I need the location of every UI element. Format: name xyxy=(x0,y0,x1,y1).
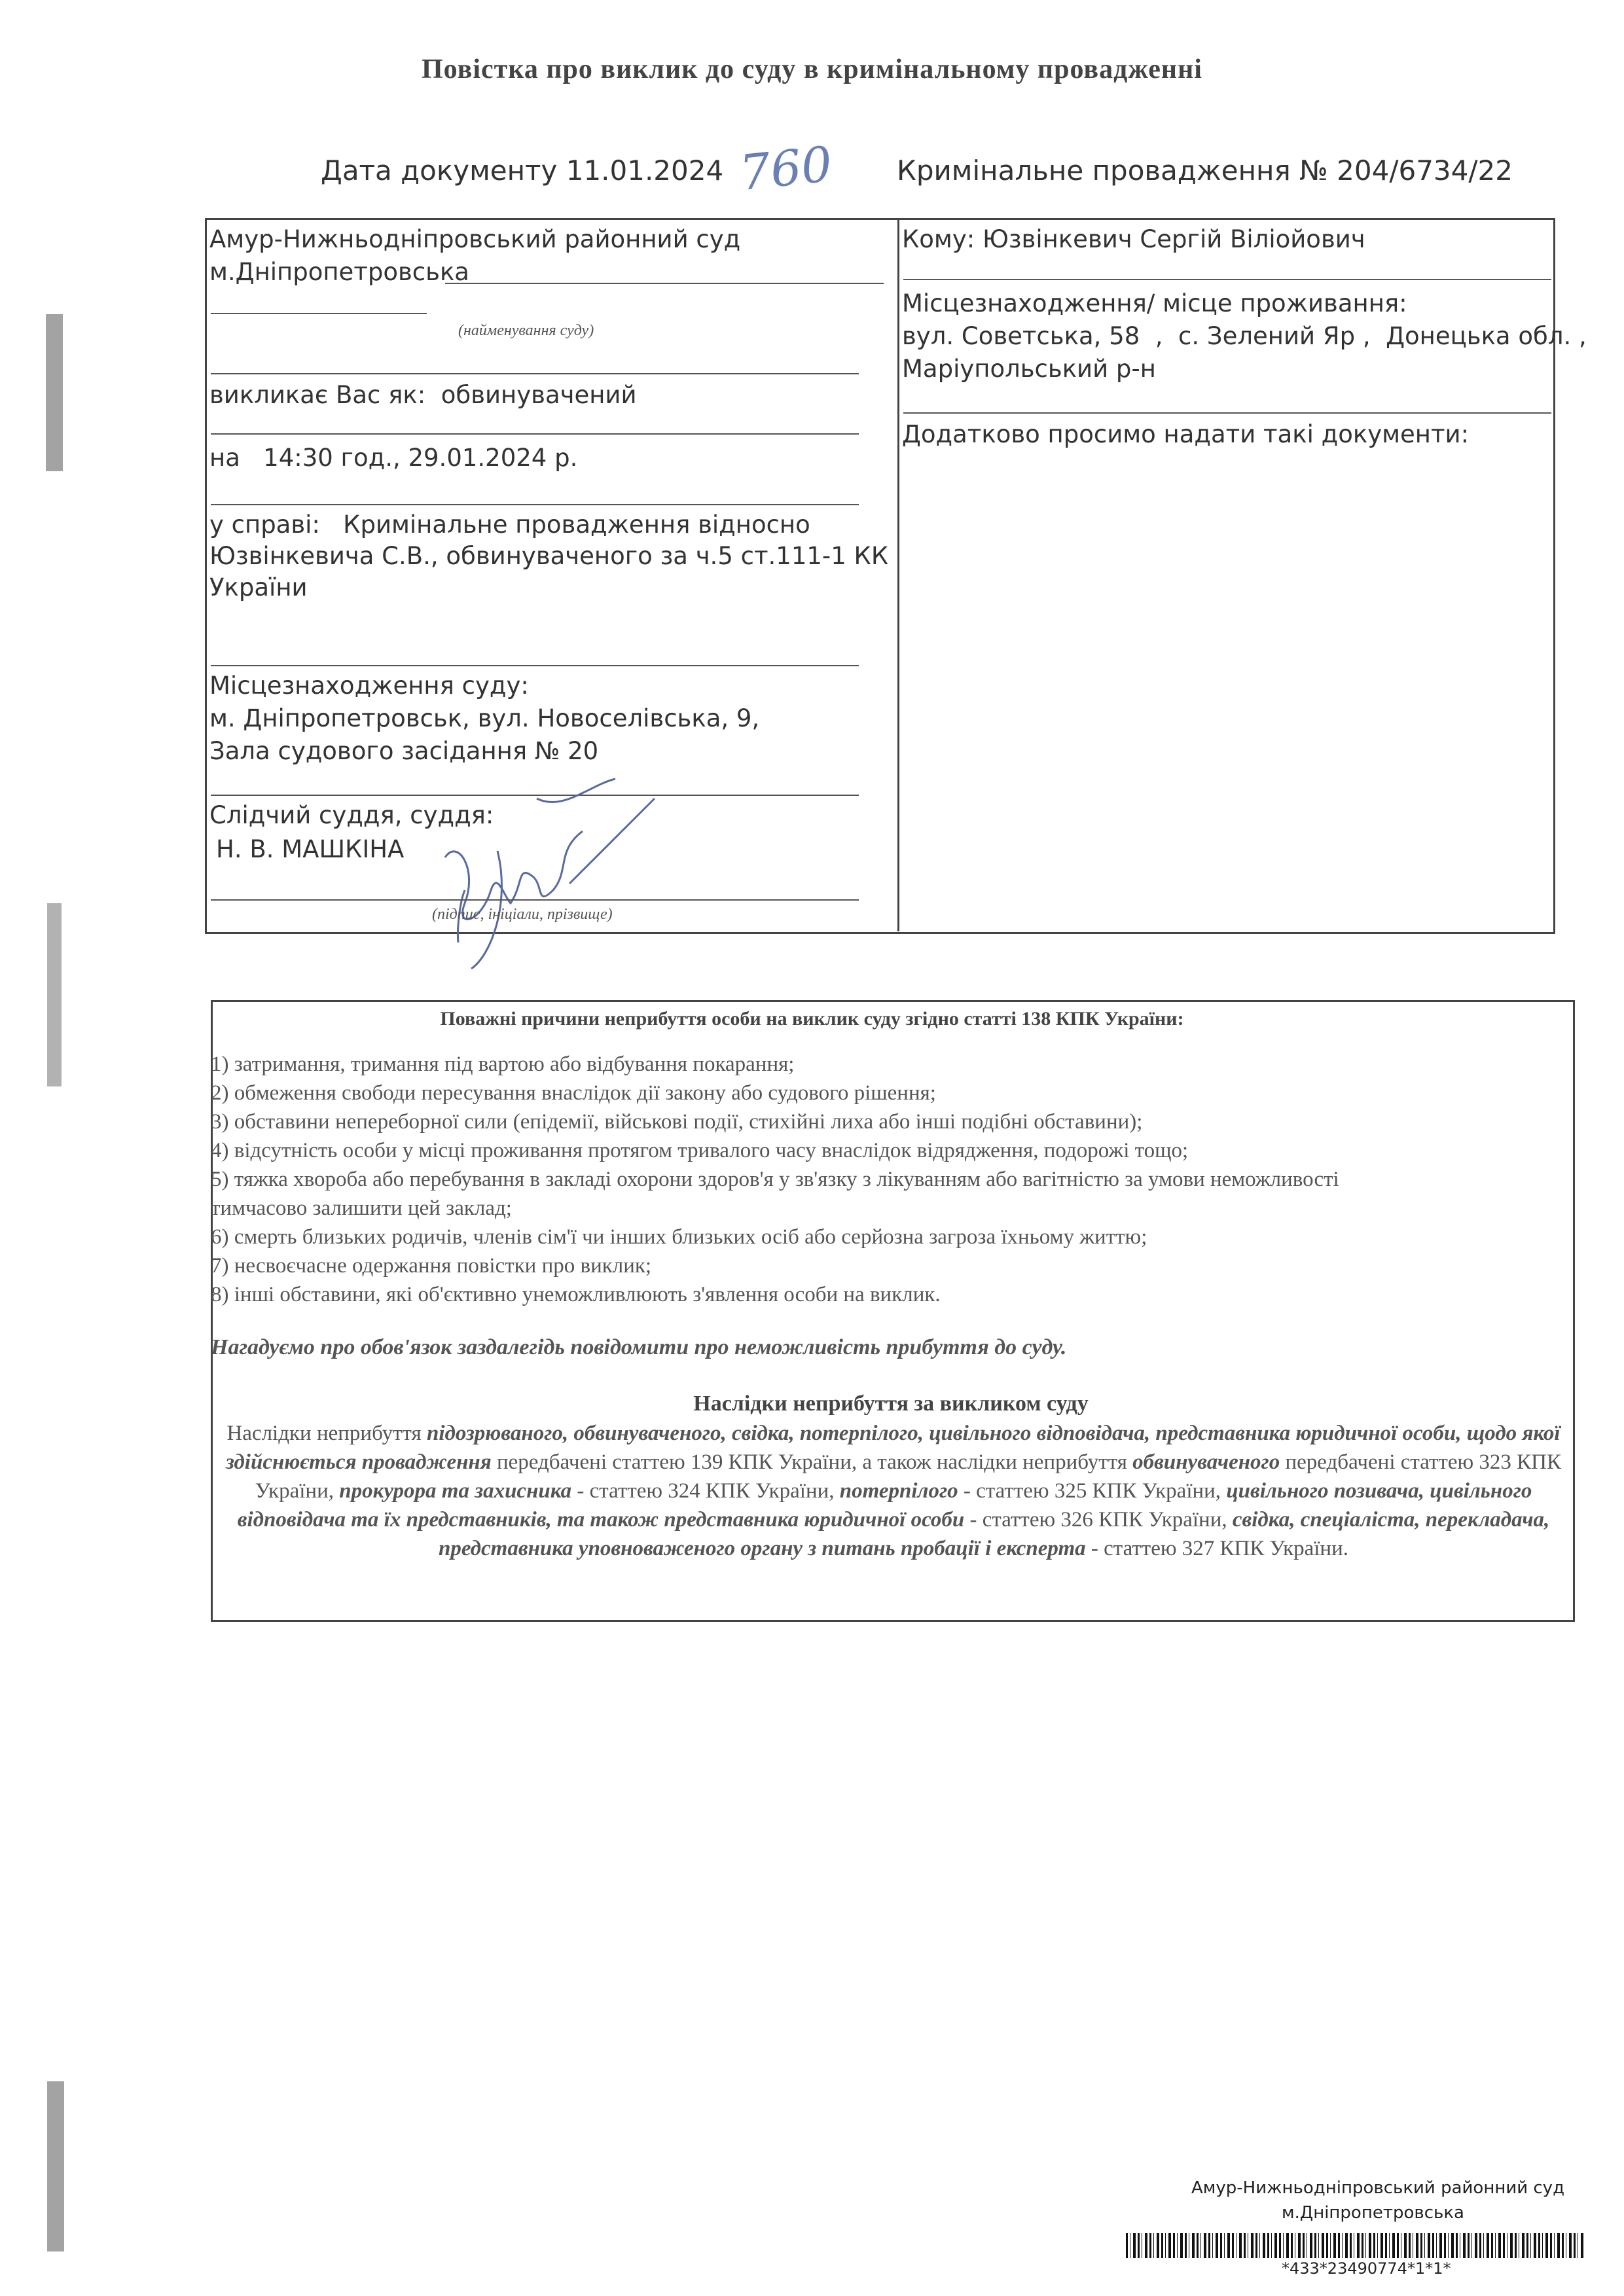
divider xyxy=(903,412,1551,414)
residence-district: Маріупольський р-н xyxy=(902,355,1156,383)
consequences-part: - статтею 325 КПК України, xyxy=(958,1479,1227,1503)
reason-item: 6) смерть близьких родичів, членів сім'ї чи інших близьких осіб або серйозна загроза їхньому життю; xyxy=(211,1225,1147,1249)
reason-item: 7) несвоєчасне одержання повістки про виклик; xyxy=(211,1254,652,1278)
consequences-emphasis: обвинуваченого xyxy=(1132,1450,1280,1474)
court-underline-2 xyxy=(211,313,427,314)
consequences-part: - статтею 326 КПК України, xyxy=(964,1508,1233,1532)
consequences-part: - статтею 327 КПК України. xyxy=(1085,1537,1349,1560)
consequences-text xyxy=(223,1419,1564,1563)
consequences-title: Наслідки неприбуття за викликом суду xyxy=(693,1391,1089,1416)
divider xyxy=(211,504,859,505)
summons-role: викликає Вас як: обвинувачений xyxy=(209,381,637,409)
scan-mark xyxy=(46,314,63,471)
court-name-line1: Амур-Нижньодніпровський районний суд xyxy=(209,225,741,253)
valid-reasons-list xyxy=(211,1050,1559,1309)
handwritten-number: 760 xyxy=(736,135,835,202)
signature-caption: (підпис, ініціали, прізвище) xyxy=(432,906,613,923)
notice-title: Поважні причини неприбуття особи на виклик суду згідно статті 138 КПК України: xyxy=(440,1008,1184,1030)
divider xyxy=(211,433,859,435)
judge-signature xyxy=(419,772,668,975)
reason-item: 8) інші обставини, які об'єктивно унеможливлюють з'явлення особи на виклик. xyxy=(211,1283,941,1306)
reason-item: 5) тяжка хвороба або перебування в закладі охорони здоров'я у зв'язку з лікуванням або вагітністю за умови неможливості xyxy=(211,1168,1339,1191)
reason-item: тимчасово залишити цей заклад; xyxy=(211,1196,512,1220)
consequences-part: передбачені статтею 139 КПК України, а також наслідки неприбуття xyxy=(491,1450,1133,1474)
consequences-emphasis: потерпілого xyxy=(839,1479,958,1503)
consequences-emphasis: свідка, спеціаліста, перекладача, представника уповноваженого органу з питань пробації і експерта xyxy=(438,1508,1550,1560)
document-title: Повістка про виклик до суду в кримінальному провадженні xyxy=(422,54,1202,84)
documents-request: Додатково просимо надати такі документи: xyxy=(902,420,1470,448)
reason-item: 3) обставини непереборної сили (епідемії, військові події, стихійні лиха або інші подібні обставини); xyxy=(211,1110,1143,1134)
judge-label: Слідчий суддя, суддя: xyxy=(209,801,494,829)
court-name-line2: м.Дніпропетровська xyxy=(209,258,469,286)
case-description-line2: Юзвінкевича С.В., обвинуваченого за ч.5 ст.111-1 КК xyxy=(209,542,889,570)
divider xyxy=(903,279,1551,280)
court-caption: (найменування суду) xyxy=(458,322,594,339)
reason-item: 4) відсутність особи у місці проживання протягом тривалого часу внаслідок відрядження, подорожі тощо; xyxy=(211,1139,1189,1162)
case-description-line1: у справі: Кримінальне провадження відносно xyxy=(209,511,810,539)
barcode-text: *433*23490774*1*1* xyxy=(1282,2259,1451,2278)
footer-court-line2: м.Дніпропетровська xyxy=(1282,2203,1464,2223)
divider xyxy=(211,373,859,374)
consequences-emphasis: підозрюваного, обвинуваченого, свідка, потерпілого, цивільного відповідача, представника юридичної особи, щодо якої здійснюється провадження xyxy=(225,1422,1561,1474)
reminder: Нагадуємо про обов'язок заздалегідь повідомити про неможливість прибуття до суду. xyxy=(211,1335,1067,1359)
residence-label: Місцезнаходження/ місце проживання: xyxy=(902,289,1407,317)
reason-item: 1) затримання, тримання під вартою або відбування покарання; xyxy=(211,1052,795,1076)
reason-item: 2) обмеження свободи пересування внаслідок дії закону або судового рішення; xyxy=(211,1081,936,1105)
courtroom: Зала судового засідання № 20 xyxy=(209,737,599,765)
court-underline xyxy=(445,283,884,284)
scan-mark xyxy=(47,2081,64,2251)
document-date: Дата документу 11.01.2024 xyxy=(321,154,724,187)
consequences-part: передбачені статтею 323 КПК України, xyxy=(255,1450,1562,1503)
scan-mark xyxy=(47,903,62,1086)
case-description-line3: України xyxy=(209,573,308,601)
residence-address: вул. Советська, 58 , с. Зелений Яр , Донецька обл. , xyxy=(902,322,1587,350)
hearing-time: на 14:30 год., 29.01.2024 р. xyxy=(209,444,578,472)
recipient: Кому: Юзвінкевич Сергій Віліойович xyxy=(902,225,1365,253)
court-location-label: Місцезнаходження суду: xyxy=(209,672,529,700)
judge-name: Н. В. МАШКІНА xyxy=(216,835,405,863)
divider xyxy=(211,665,859,666)
case-number: Кримінальне провадження № 204/6734/22 xyxy=(897,154,1513,187)
consequences-part: Наслідки неприбуття xyxy=(226,1422,427,1445)
court-address: м. Дніпропетровськ, вул. Новоселівська, 9, xyxy=(209,704,760,732)
barcode xyxy=(1126,2233,1584,2258)
consequences-emphasis: прокурора та захисника xyxy=(339,1479,572,1503)
signature-underline xyxy=(211,899,859,901)
column-divider xyxy=(897,218,899,931)
footer-court-line1: Амур-Нижньодніпровський районний суд xyxy=(1191,2178,1565,2198)
consequences-part: - статтею 324 КПК України, xyxy=(571,1479,840,1503)
consequences-emphasis: цивільного позивача, цивільного відповідача та їх представників, та також представника юридичної особи xyxy=(237,1479,1532,1532)
